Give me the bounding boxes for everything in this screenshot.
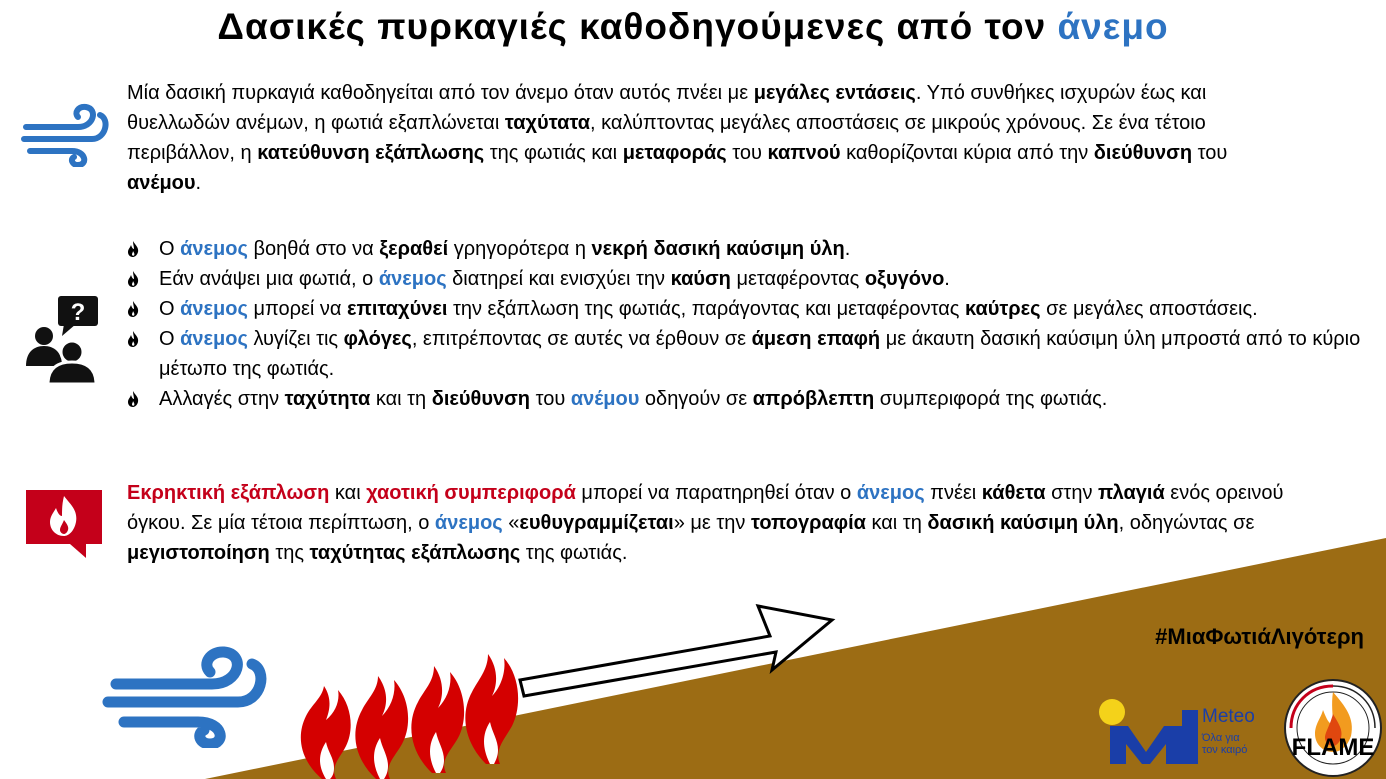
flame-bullet-icon <box>127 241 139 257</box>
discussion-icon <box>24 296 104 384</box>
intro-paragraph: Μία δασική πυρκαγιά καθοδηγείται από τον άνεμο όταν αυτός πνέει με μεγάλες εντάσεις. Υπό συνθήκες ισχυρών έως και θυελλωδών ανέμων, η φωτιά εξαπλώνεται ταχύτατα, καλύπτοντας μεγάλες αποστάσεις σε μικρούς χρόνους. Σε ένα τέτοιο περιβάλλον, η κατεύθυνση εξάπλωσης της φωτιάς και μεταφοράς του καπνού καθορίζονται κύρια από την διεύθυνση του ανέμου. <box>127 82 1228 194</box>
wind-icon <box>20 103 112 167</box>
wind-effects-list <box>127 234 1367 414</box>
hashtag-label: #ΜιαΦωτιάΛιγότερη <box>1155 624 1364 649</box>
fire-alert-icon <box>26 490 102 558</box>
flame-logo <box>1283 678 1383 778</box>
extreme-behaviour-paragraph: Εκρηκτική εξάπλωση και χαοτική συμπεριφορά μπορεί να παρατηρηθεί όταν ο άνεμος πνέει κάθετα στην πλαγιά ενός ορεινού όγκου. Σε μία τέτοια περίπτωση, ο άνεμος «ευθυγραμμίζεται» με την τοπογραφία και τη δασική καύσιμη ύλη, οδηγώντας σε μεγιστοποίηση της ταχύτητας εξάπλωσης της φωτιάς. <box>127 482 1284 564</box>
wind-large-icon <box>102 646 272 748</box>
list-item: Ο άνεμος μπορεί να επιταχύνει την εξάπλωση της φωτιάς, παράγοντας και μεταφέροντας καύτρες σε μεγάλες αποστάσεις. <box>127 294 1367 324</box>
flame-bullet-icon <box>127 301 139 317</box>
list-item: Αλλαγές στην ταχύτητα και τη διεύθυνση του ανέμου οδηγούν σε απρόβλεπτη συμπεριφορά της φωτιάς. <box>127 384 1367 414</box>
svg-text:?: ? <box>70 299 86 326</box>
list-item: Ο άνεμος λυγίζει τις φλόγες, επιτρέποντας σε αυτές να έρθουν σε άμεση επαφή με άκαυτη δασική καύσιμη ύλη μπροστά από το κύριο μέτωπο της φωτιάς. <box>127 324 1367 384</box>
list-item: Εάν ανάψει μια φωτιά, ο άνεμος διατηρεί και ενισχύει την καύση μεταφέροντας οξυγόνο. <box>127 264 1367 294</box>
meteo-logo <box>1096 692 1276 764</box>
meteo-tagline: Όλα για τον καιρό <box>1202 732 1248 756</box>
list-item: Ο άνεμος βοηθά στο να ξεραθεί γρηγορότερα η νεκρή δασική καύσιμη ύλη. <box>127 234 1367 264</box>
flame-bullet-icon <box>127 331 139 347</box>
flames-icon <box>296 640 526 779</box>
flame-name: FLAME <box>1291 734 1375 761</box>
title-highlight: άνεμο <box>1057 6 1169 47</box>
flame-bullet-icon <box>127 271 139 287</box>
flame-bullet-icon <box>127 391 139 407</box>
page-title: Δασικές πυρκαγιές καθοδηγούμενες από τον άνεμο <box>217 6 1169 47</box>
meteo-name: Meteo <box>1202 706 1255 727</box>
arrow-icon <box>510 598 840 710</box>
